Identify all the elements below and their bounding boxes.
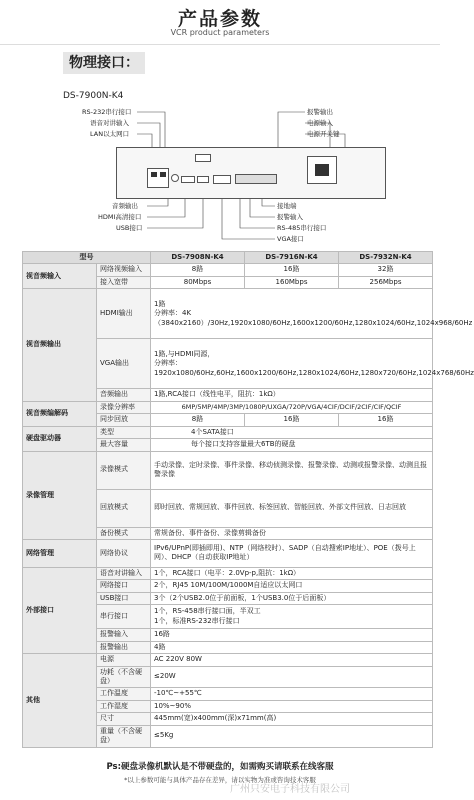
callout-rs485: RS-485串行接口: [277, 224, 327, 232]
row-label: 功耗（不含硬盘）: [97, 666, 151, 688]
row-label: 报警输入: [97, 629, 151, 641]
cell-value: 10%~90%: [151, 700, 433, 712]
table-row: [23, 426, 433, 438]
row-label: 接入宽带: [97, 276, 151, 288]
nvr-rear-panel: [116, 147, 386, 199]
row-label: 电源: [97, 654, 151, 666]
cell-value: 4个SATA接口: [151, 426, 433, 438]
audio-jack: [171, 174, 179, 182]
callout-audio-out: 音频输出: [112, 202, 138, 210]
cell-value: 6MP/5MP/4MP/3MP/1080P/UXGA/720P/VGA/4CIF/DCIF/2CIF/CIF/QCIF: [151, 401, 433, 413]
row-label: HDMI输出: [97, 289, 151, 339]
lan-port-2: [160, 172, 166, 177]
cell-value: 1个，RCA接口（电平：2.0Vp-p,阻抗：1kΩ）: [151, 567, 433, 579]
category-hdd: 硬盘驱动器: [23, 426, 97, 451]
vga-port: [213, 175, 231, 184]
cell-value: 445mm(宽)x400mm(深)x71mm(高): [151, 713, 433, 725]
cell-value: 16路: [151, 629, 433, 641]
callout-lan: LAN以太网口: [90, 130, 130, 138]
row-label: VGA输出: [97, 339, 151, 389]
page-title: 产品参数: [177, 8, 262, 30]
power-socket: [315, 164, 329, 176]
callout-talk-in: 语音对讲输入: [90, 119, 129, 127]
row-label: 网络协议: [97, 539, 151, 567]
spec-table: [22, 251, 474, 748]
header-7916: DS-7916N-K4: [245, 252, 339, 264]
cell-value: 手动录像、定时录像、事件录像、移动侦测录像、报警录像、动测或报警录像、动测且报警录像: [151, 451, 433, 489]
category-network: 网络管理: [23, 539, 97, 567]
row-label: 尺寸: [97, 713, 151, 725]
cell-value: 16路: [339, 414, 433, 426]
table-row: [23, 401, 433, 413]
row-label: 网络视频输入: [97, 264, 151, 276]
lan-port-block: [147, 168, 169, 188]
cell-value: AC 220V 80W: [151, 654, 433, 666]
category-av-input: 视音频输入: [23, 264, 97, 289]
category-record: 录像管理: [23, 451, 97, 539]
terminal-block: [235, 174, 277, 184]
callout-alarm-out: 报警输出: [307, 108, 333, 116]
vga-resolution: 分辨率：1920x1080/60Hz,60Hz,1600x1200/60Hz,1280x1024/60Hz,1280x720/60Hz,1024x768/60Hz: [154, 359, 474, 377]
disclaimer-note: *以上参数可能与具体产品存在差异，请以实物为准或咨询技术客服: [124, 776, 316, 784]
header-model: 型号: [23, 252, 151, 264]
cell-value: 3个（2个USB2.0位于前面板，1个USB3.0位于后面板）: [151, 592, 433, 604]
cell-value: 8路: [151, 264, 245, 276]
cell-value: 16路: [245, 414, 339, 426]
cell-value: [151, 339, 474, 389]
header-7908: DS-7908N-K4: [151, 252, 245, 264]
cell-value: ≤5Kg: [151, 725, 433, 747]
row-label: 备份模式: [97, 527, 151, 539]
category-av-output: 视音频输出: [23, 289, 97, 401]
cell-value: 每个接口支持容量最大6TB的硬盘: [151, 439, 433, 451]
callout-power-in: 电源输入: [307, 119, 333, 127]
callout-usb: USB接口: [116, 224, 143, 232]
row-label: 录像模式: [97, 451, 151, 489]
cell-value: 256Mbps: [339, 276, 433, 288]
table-row: [23, 654, 433, 666]
callout-ground: 接地端: [277, 202, 297, 210]
category-other: 其他: [23, 654, 97, 748]
serial-rs485: 1个，RS-458串行接口面，半双工: [154, 607, 261, 616]
row-label: 工作温度: [97, 688, 151, 700]
serial-rs232: 1个，标准RS-232串行接口: [154, 616, 240, 625]
hdmi-resolution: 分辨率：4K（3840x2160）/30Hz,1920x1080/60Hz,1600x1200/60Hz,1280x1024/60Hz,1024x968/60Hz: [154, 309, 473, 327]
callout-alarm-in: 报警输入: [277, 213, 303, 221]
table-row: [23, 539, 433, 567]
callout-rs232: RS-232串行接口: [82, 108, 132, 116]
category-codec: 视音频编解码: [23, 401, 97, 426]
hdmi-channels: 1路: [154, 299, 166, 308]
hdd-note: Ps:硬盘录像机默认是不带硬盘的，如需购买请联系在线客服: [106, 762, 334, 772]
model-label: DS-7900N-K4: [63, 91, 124, 101]
header-7932: DS-7932N-K4: [339, 252, 433, 264]
row-label: 语音对讲输入: [97, 567, 151, 579]
row-label: 网络接口: [97, 580, 151, 592]
row-label: 回放模式: [97, 489, 151, 527]
table-row: [23, 567, 433, 579]
table-header-row: [23, 252, 433, 264]
row-label: 同步回放: [97, 414, 151, 426]
cell-value: [151, 289, 473, 339]
cell-value: 16路: [245, 264, 339, 276]
row-label: 串行接口: [97, 605, 151, 629]
cell-value: 32路: [339, 264, 433, 276]
page-header: [0, 0, 440, 45]
row-label: 录像分辨率: [97, 401, 151, 413]
row-label: 最大容量: [97, 439, 151, 451]
cell-value: 1路,RCA接口（线性电平，阻抗：1kΩ）: [151, 389, 433, 401]
cell-value: 8路: [151, 414, 245, 426]
callout-vga: VGA接口: [277, 235, 304, 243]
usb-port: [197, 176, 209, 183]
vga-channels: 1路,与HDMI同源，: [154, 349, 215, 358]
table-row: [23, 289, 433, 339]
company-watermark: 广州只安电子科技有限公司: [230, 784, 350, 795]
cell-value: 80Mbps: [151, 276, 245, 288]
cell-value: 2个，RJ45 10M/100M/1000M自适应以太网口: [151, 580, 433, 592]
cell-value: 常规备份、事件备份、录像剪辑备份: [151, 527, 433, 539]
row-label: 音频输出: [97, 389, 151, 401]
hdmi-port: [181, 176, 195, 183]
row-label: 报警输出: [97, 641, 151, 653]
interface-section-title: 物理接口：: [63, 52, 145, 74]
lan-port-1: [151, 172, 157, 177]
row-label: 类型: [97, 426, 151, 438]
cell-value: 4路: [151, 641, 433, 653]
cell-value: 即时回放、常规回放、事件回放、标签回放、智能回放、外部文件回放、日志回放: [151, 489, 433, 527]
rs232-port: [195, 154, 211, 162]
cell-value: -10℃~+55℃: [151, 688, 433, 700]
cell-value: ≤20W: [151, 666, 433, 688]
callout-hdmi: HDMI高清接口: [98, 213, 142, 221]
page-subtitle: VCR product parameters: [170, 28, 270, 37]
table-row: [23, 451, 433, 489]
cell-value: IPv6/UPnP(即插即用)、NTP（网络校时）、SADP（自动搜索IP地址）、POE（拨号上网）、DHCP（自动获取IP地址）: [151, 539, 433, 567]
cell-value: [151, 605, 433, 629]
cell-value: 160Mbps: [245, 276, 339, 288]
category-external: 外部接口: [23, 567, 97, 653]
row-label: USB接口: [97, 592, 151, 604]
row-label: 工作湿度: [97, 700, 151, 712]
callout-power-switch: 电源开关键: [307, 130, 340, 138]
row-label: 重量（不含硬盘）: [97, 725, 151, 747]
table-row: [23, 264, 433, 276]
